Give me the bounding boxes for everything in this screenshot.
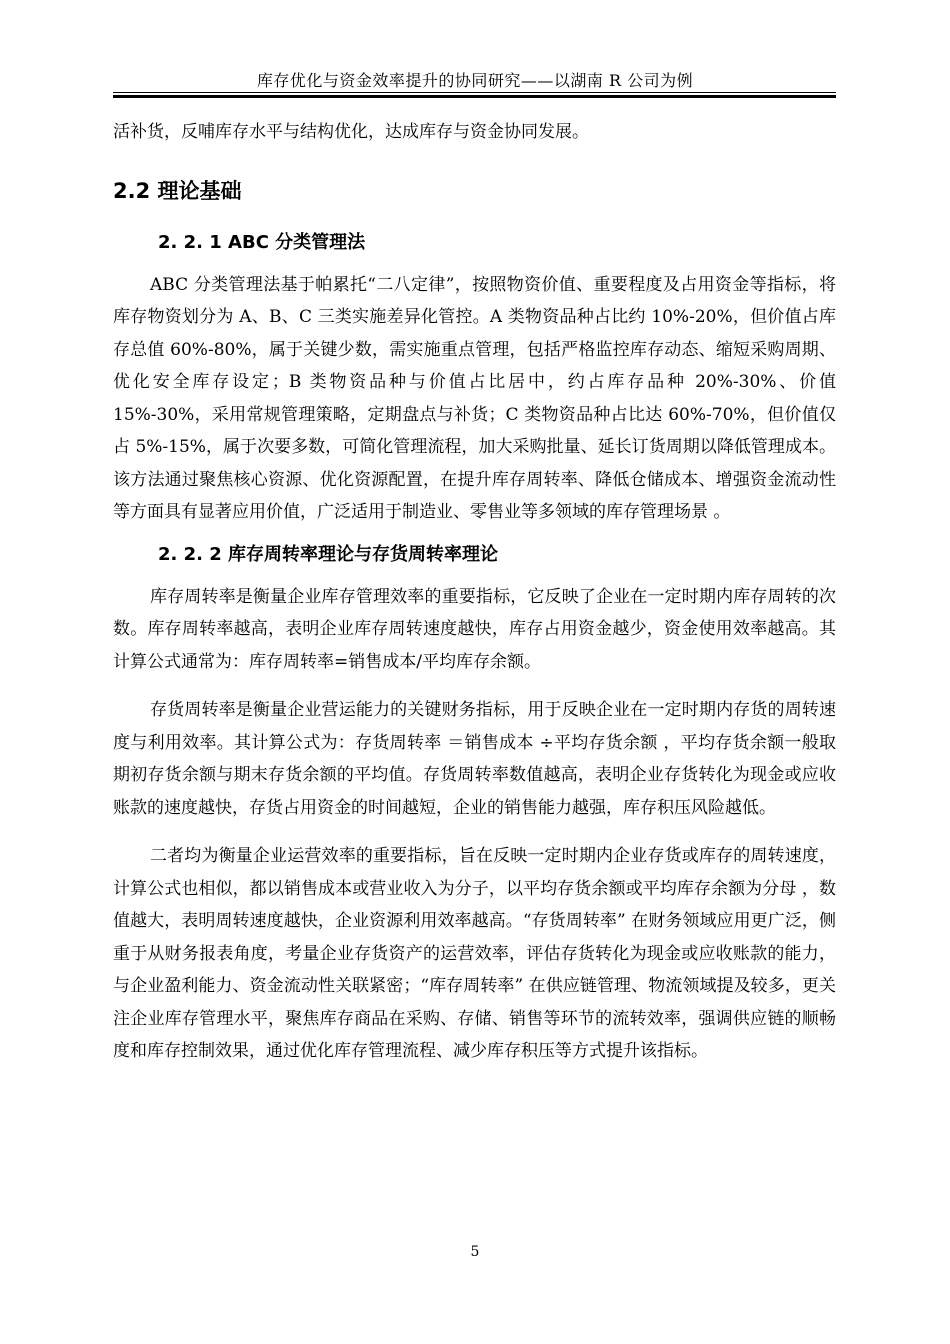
page-body (113, 116, 836, 1068)
page-number: 5 (470, 1244, 480, 1260)
abc-paragraph: ABC 分类管理法基于帕累托“二八定律”，按照物资价值、重要程度及占用资金等指标，将库存物资划分为 A、B、C 三类实施差异化管控。A 类物资品种占比约 10%-20%，但价值占库存总值 60%-80%，属于关键少数，需实施重点管理，包括严格监控库存动态、缩短采购周期、优化安全库存设定；B 类物资品种与价值占比居中，约占库存品种 20%-30%、价值 15%-30%，采用常规管理策略，定期盘点与补货；C 类物资品种占比达 60%-70%，但价值仅占 5%-15%，属于次要多数，可简化管理流程，加大采购批量、延长订货周期以降低管理成本。该方法通过聚焦核心资源、优化资源配置，在提升库存周转率、降低仓储成本、增强资金流动性等方面具有显著应用价值，广泛适用于制造业、零售业等多领域的库存管理场景 。 (113, 274, 836, 522)
header-rule-thick (113, 95, 836, 98)
running-header: 库存优化与资金效率提升的协同研究——以湖南 R 公司为例 (256, 71, 694, 90)
subsection-heading-2-2-1: 2. 2. 1 ABC 分类管理法 (158, 231, 366, 253)
stock-turnover-paragraph: 库存周转率是衡量企业库存管理效率的重要指标，它反映了企业在一定时期内库存周转的次数。库存周转率越高，表明企业库存周转速度越快，库存占用资金越少，资金使用效率越高。其计算公式通常为：库存周转率=销售成本/平均库存余额。 (113, 586, 836, 672)
subsection-heading-2-2-2: 2. 2. 2 库存周转率理论与存货周转率理论 (158, 543, 499, 565)
inventory-turnover-paragraph: 存货周转率是衡量企业营运能力的关键财务指标，用于反映企业在一定时期内存货的周转速度与利用效率。其计算公式为：存货周转率 ＝销售成本 ÷平均存货余额 ，平均存货余额一般取期初存货余额与期末存货余额的平均值。存货周转率数值越高，表明企业存货转化为现金或应收账款的速度越快，存货占用资金的时间越短，企业的销售能力越强，库存积压风险越低。 (113, 700, 836, 818)
header-rule-thin (113, 92, 836, 93)
intro-paragraph: 活补货，反哺库存水平与结构优化，达成库存与资金协同发展。 (113, 122, 589, 142)
comparison-paragraph: 二者均为衡量企业运营效率的重要指标，旨在反映一定时期内企业存货或库存的周转速度，计算公式也相似，都以销售成本或营业收入为分子，以平均存货余额或平均库存余额为分母 ，数值越大，表明周转速度越快，企业资源利用效率越高。“存货周转率” 在财务领域应用更广泛，侧重于从财务报表角度，考量企业存货资产的运营效率，评估存货转化为现金或应收账款的能力，与企业盈利能力、资金流动性关联紧密；“库存周转率” 在供应链管理、物流领域提及较多，更关注企业库存管理水平，聚焦库存商品在采购、存储、销售等环节的流转效率，强调供应链的顺畅度和库存控制效果，通过优化库存管理流程、减少库存积压等方式提升该指标。 (113, 846, 836, 1061)
section-heading-2-2: 2.2 理论基础 (113, 178, 242, 203)
